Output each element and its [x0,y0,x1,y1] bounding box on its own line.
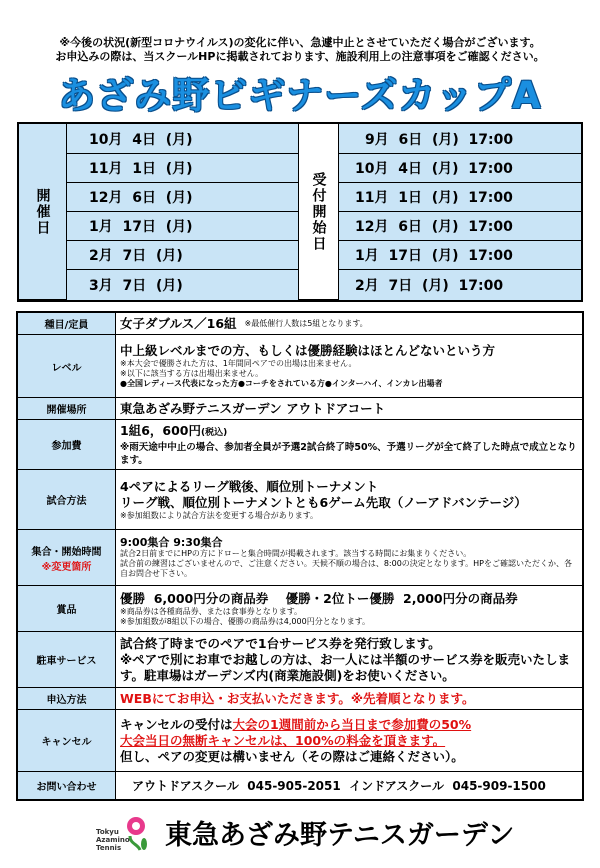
notice-line-2: お申込みの際は、当スクールHPに掲載されております、施設利用上の注意事項をご確認ください。 [55,50,545,63]
row-label: 集合・開始時間 [31,546,102,558]
event-date: 12月 6日 (月) [67,183,299,212]
row-label: レベル [18,335,116,397]
changed-note: ※変更箇所 [41,561,92,573]
reception-date: 9月 6日 (月) 17:00 [339,124,581,154]
time-value: 9:00集合 9:30集合 [120,536,223,549]
row-label: お問い合わせ [18,772,116,799]
event-date: 2月 7日 (月) [67,241,299,270]
time-note: 試合2日前までにHPの方にドローと集合時間が掲載されます。該当する時間にお集まりください。 [120,549,472,558]
fee-note: ※雨天途中中止の場合、参加者全員が予選2試合終了時50%、予選リーグが全て終了した時点で成立となります。 [120,441,577,466]
cancel-line: 但し、ペアの変更は構いません（その際はご連絡ください）。 [120,748,464,764]
format-line: リーグ戦、順位別トーナメントとも6ゲーム先取（ノーアドバンテージ） [120,494,527,510]
row-time [18,530,582,586]
row-label: 駐車サービス [18,632,116,687]
row-format [18,470,582,530]
level-note: ※本大会で優勝された方は、1年間同ペアでの出場は出来ません。 [120,359,357,368]
level-note: ●全国レディース代表になった方●コーチをされている方●インターハイ、インカレ出場者 [120,379,443,388]
event-date: 3月 7日 (月) [67,270,299,300]
brand-name: 東急あざみ野テニスガーデン [165,820,515,851]
level-note: ※以下に該当する方は出場出来ません。 [120,369,264,378]
row-label: 賞品 [18,586,116,631]
row-label: キャンセル [18,710,116,771]
details-table [16,311,584,801]
row-parking [18,632,582,688]
event-date: 1月 17日 (月) [67,212,299,241]
row-label: 種目/定員 [18,313,116,334]
contact-value: アウトドアスクール 045-905-2051 インドアスクール 045-909-1500 [132,778,546,793]
prize-note: ※参加組数が8組以下の場合、優勝の商品券は4,000円分となります。 [120,616,371,626]
cancel-line: 大会当日の無断キャンセルは、100%の料金を頂きます。 [120,732,446,748]
reception-date: 2月 7日 (月) 17:00 [339,270,581,300]
logo-text: Tokyu Azamino Tennis [96,828,130,852]
schedule-table [17,122,583,302]
cancel-line-highlight: 大会の1週間前から当日まで参加費の50% [232,716,472,732]
event-date-label: 開催日 [19,124,67,300]
notice [0,36,600,64]
category-value: 女子ダブルス／16組 [120,315,237,331]
row-level [18,335,582,398]
row-prize [18,586,582,632]
reception-date: 10月 4日 (月) 17:00 [339,154,581,183]
cancel-line: キャンセルの受付は [120,716,233,732]
reception-date: 1月 17日 (月) 17:00 [339,241,581,270]
row-label: 試合方法 [18,470,116,529]
row-label: 申込方法 [18,688,116,709]
page-title: あざみ野ビギナーズカップA [58,74,542,117]
event-date: 10月 4日 (月) [67,124,299,154]
row-fee [18,420,582,470]
event-date: 11月 1日 (月) [67,154,299,183]
venue-value: 東急あざみ野テニスガーデン アウトドアコート [120,400,386,416]
fee-value: 1組6，600円 [120,422,201,438]
time-note: 試合前の練習はございませんので、ご注意ください。天候不順の場合は、8:00の決定となります。HPをご確認いただくか、各自お問合せ下さい。 [120,559,572,578]
reception-date-label: 受付開始日 [299,124,339,300]
notice-line-1: ※今後の状況(新型コロナウイルス)の変化に伴い、急遽中止とさせていただく場合がございます。 [59,36,541,49]
format-note: ※参加組数により試合方法を変更する場合があります。 [120,510,319,520]
parking-line: 試合終了時までのペアで1台サービス券を発行致します。 [120,635,441,651]
parking-line: ※ペアで別にお車でお越しの方は、お一人には半額のサービス券を販売いたします。駐車場はガーデンズ内(商業施設側)をお使いください。 [120,651,571,683]
category-note: ※最低催行人数は5組となります。 [244,318,368,328]
row-venue [18,398,582,420]
reception-date: 11月 1日 (月) 17:00 [339,183,581,212]
reception-date: 12月 6日 (月) 17:00 [339,212,581,241]
row-cancel [18,710,582,772]
level-value: 中上級レベルまでの方、もしくは優勝経験はほとんどないという方 [120,343,496,358]
row-contact [18,772,582,799]
apply-value: WEBにてお申込・お支払いただきます。※先着順となります。 [120,690,475,706]
prize-value: 優勝 6,000円分の商品券 優勝・2位トー優勝 2,000円分の商品券 [120,590,518,606]
row-category [18,313,582,335]
fee-tax: (税込) [201,427,228,438]
prize-note: ※商品券は各種商品券、または食事券となります。 [120,606,303,616]
format-line: 4ペアによるリーグ戦後、順位別トーナメント [120,478,379,494]
row-label: 開催場所 [18,398,116,419]
row-label: 参加費 [18,420,116,469]
row-apply [18,688,582,710]
